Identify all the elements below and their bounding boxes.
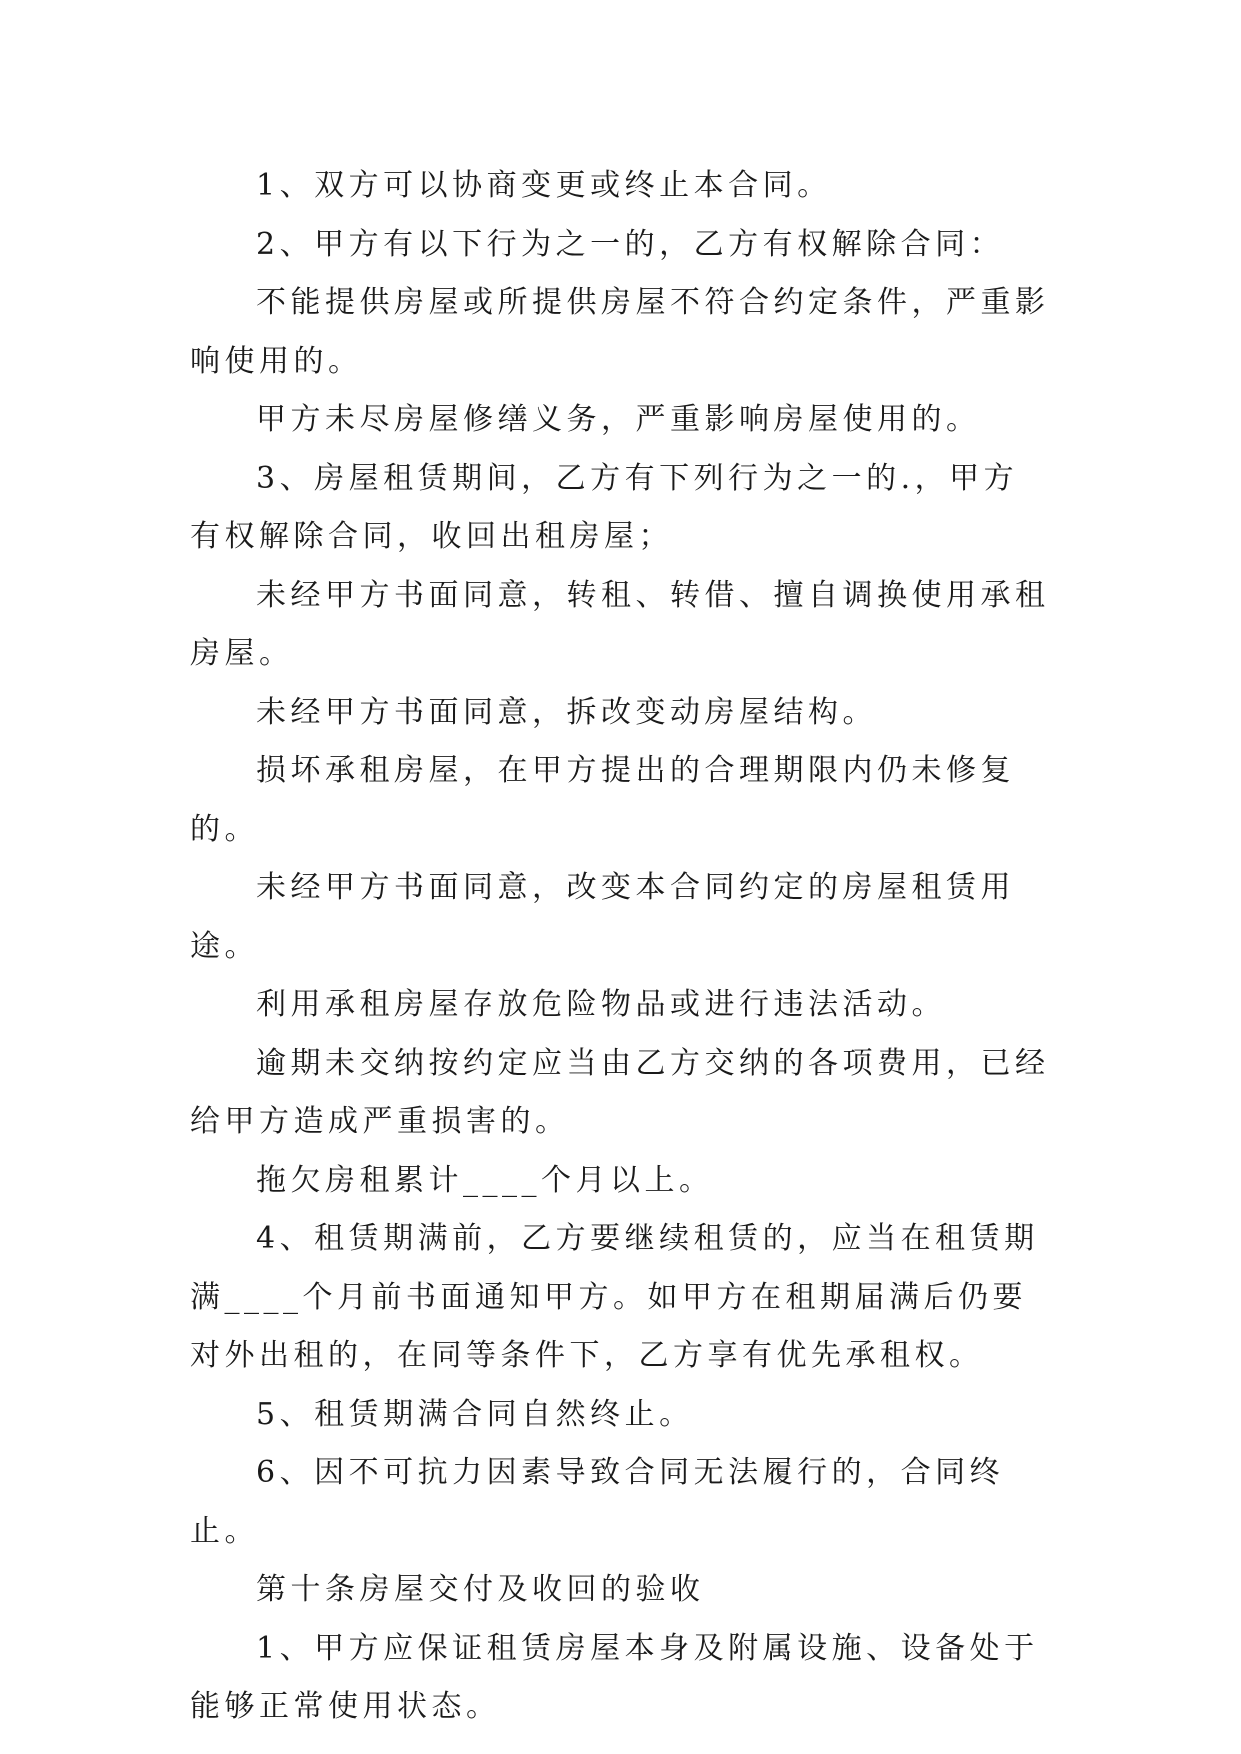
condition-alter-structure: 未经甲方书面同意，拆改变动房屋结构。 (256, 694, 877, 730)
clause-5-expiry: 5、租赁期满合同自然终止。 (256, 1396, 694, 1432)
article-10-clause-1: 1、甲方应保证租赁房屋本身及附属设施、设备处于能够正常使用状态。 (190, 1630, 1039, 1724)
condition-rent-arrears: 拖欠房租累计____个月以上。 (256, 1162, 714, 1198)
clause-2-tenant-termination-right: 2、甲方有以下行为之一的，乙方有权解除合同： (256, 226, 1005, 262)
clause-6-force-majeure: 6、因不可抗力因素导致合同无法履行的，合同终止。 (190, 1455, 1005, 1549)
document-body (190, 157, 1050, 1737)
clause-1-negotiate-change: 1、双方可以协商变更或终止本合同。 (256, 168, 832, 203)
condition-repair-duty: 甲方未尽房屋修缮义务，严重影响房屋使用的。 (256, 402, 981, 437)
condition-sublet: 未经甲方书面同意，转租、转借、擅自调换使用承租房屋。 (190, 577, 1050, 671)
condition-change-use: 未经甲方书面同意，改变本合同约定的房屋租赁用途。 (190, 870, 1015, 964)
article-10-heading: 第十条房屋交付及收回的验收 (256, 1572, 705, 1607)
condition-illegal-activity: 利用承租房屋存放危险物品或进行违法活动。 (256, 987, 946, 1022)
condition-damage: 损坏承租房屋，在甲方提出的合理期限内仍未修复的。 (190, 753, 1015, 847)
clause-4-renewal: 4、租赁期满前，乙方要继续租赁的，应当在租赁期满____个月前书面通知甲方。如甲方在租期届满后仍要对外出租的，在同等条件下，乙方享有优先承租权。 (190, 1221, 1039, 1373)
condition-overdue-fees: 逾期未交纳按约定应当由乙方交纳的各项费用，已经给甲方造成严重损害的。 (190, 1045, 1050, 1139)
condition-house-not-provided: 不能提供房屋或所提供房屋不符合约定条件，严重影响使用的。 (190, 285, 1050, 379)
clause-3-landlord-termination-right: 3、房屋租赁期间，乙方有下列行为之一的.，甲方有权解除合同，收回出租房屋； (190, 460, 1019, 554)
